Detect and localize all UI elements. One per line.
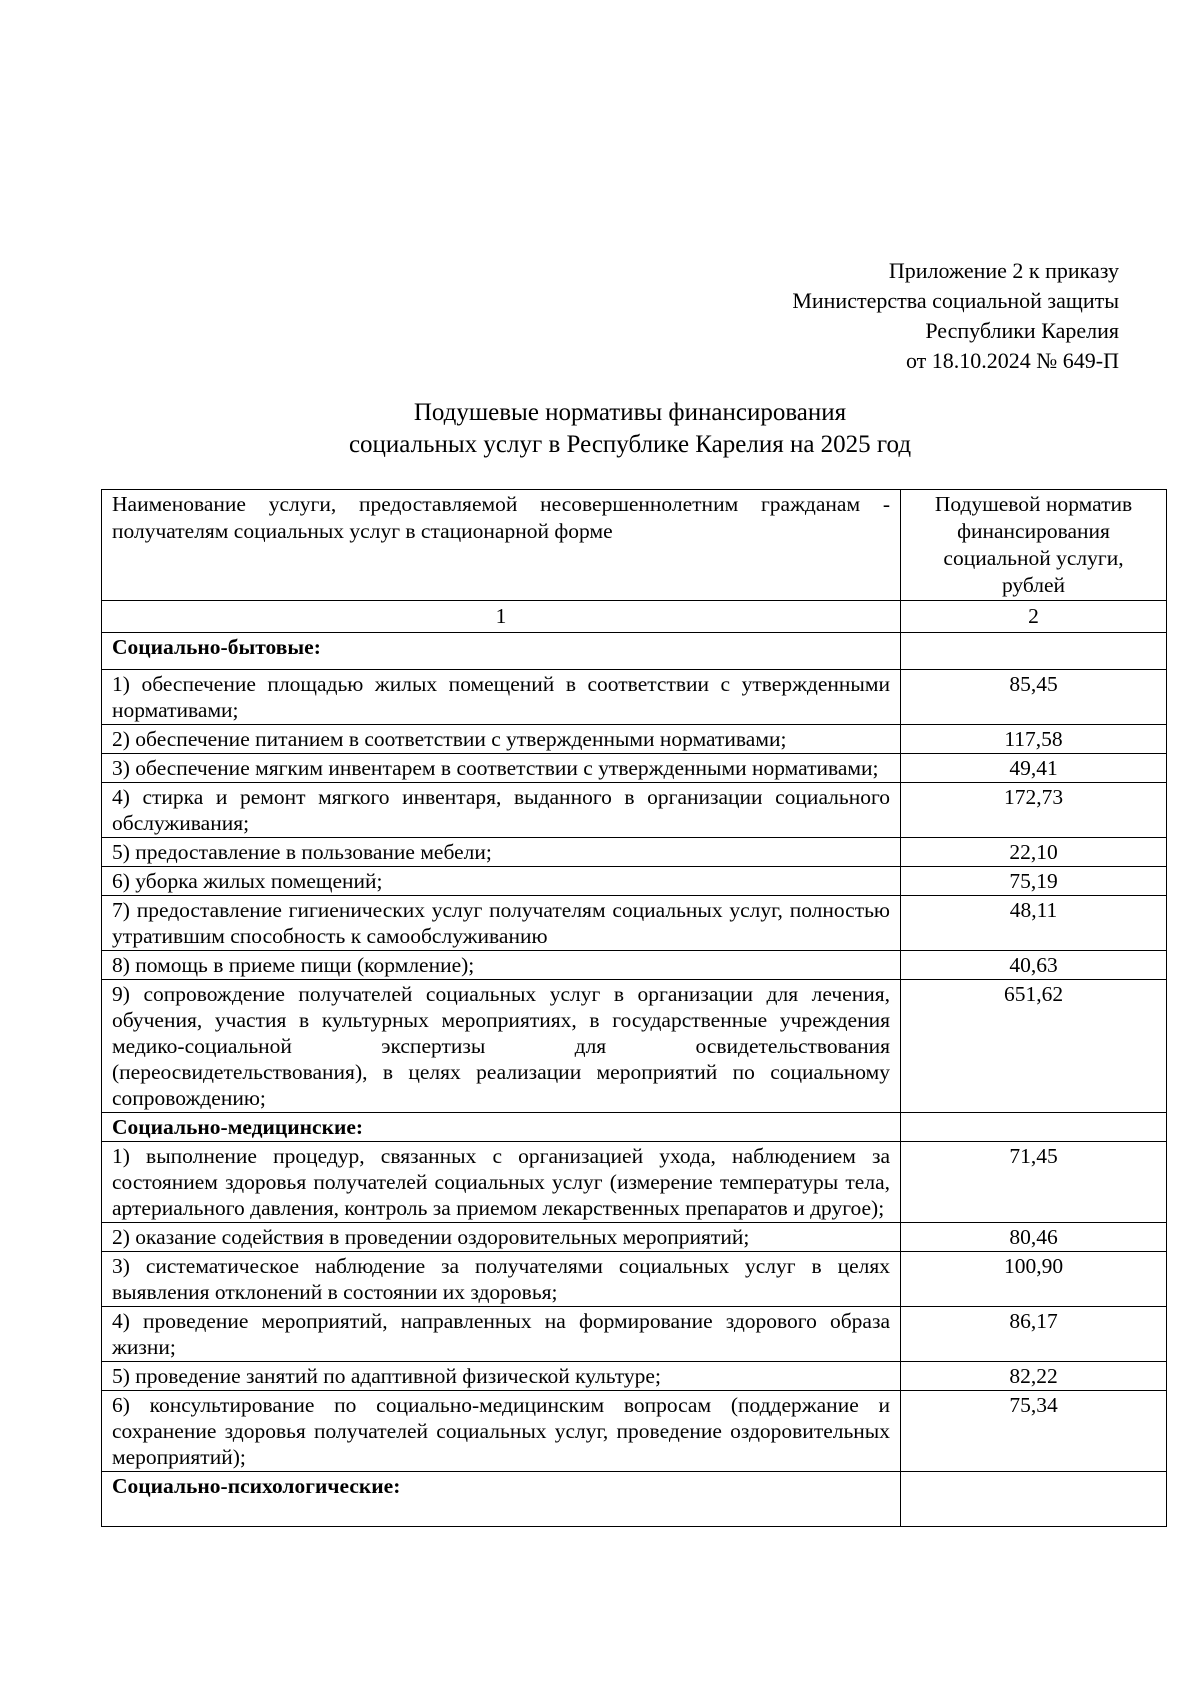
appendix-line-4: от 18.10.2024 № 649-П [905, 348, 1119, 373]
service-name: 4) проведение мероприятий, направленных на формирование здорового образа жизни; [102, 1307, 901, 1362]
section-value-empty [901, 1113, 1167, 1142]
norm-value: 82,22 [901, 1362, 1167, 1391]
table-row [102, 670, 1167, 725]
norm-value: 117,58 [901, 725, 1167, 754]
norm-value: 80,46 [901, 1223, 1167, 1252]
table-row [102, 1362, 1167, 1391]
appendix-line-3: Республики Карелия [925, 318, 1119, 343]
service-name: 3) обеспечение мягким инвентарем в соответствии с утвержденными нормативами; [102, 754, 901, 783]
service-name: 6) уборка жилых помещений; [102, 867, 901, 896]
norm-value: 49,41 [901, 754, 1167, 783]
table-row [102, 725, 1167, 754]
norm-value: 75,19 [901, 867, 1167, 896]
title-line-1: Подушевые нормативы финансирования [413, 399, 847, 426]
service-name: 1) выполнение процедур, связанных с организацией ухода, наблюдением за состоянием здоровья получателей социальных услуг (измерение температуры тела, артериального давления, контроль за приемом лекарственных препаратов и другое); [102, 1142, 901, 1223]
appendix-line-2: Министерства социальной защиты [792, 288, 1119, 313]
service-name: 8) помощь в приеме пищи (кормление); [102, 951, 901, 980]
title-line-2: социальных услуг в Республике Карелия на 2025 год [348, 431, 912, 458]
service-name: 5) предоставление в пользование мебели; [102, 838, 901, 867]
service-name: 7) предоставление гигиенических услуг получателям социальных услуг, полностью утратившим способность к самообслуживанию [102, 896, 901, 951]
table-row [102, 754, 1167, 783]
service-name: 5) проведение занятий по адаптивной физической культуре; [102, 1362, 901, 1391]
service-name: 6) консультирование по социально-медицинским вопросам (поддержание и сохранение здоровья получателей социальных услуг, проведение оздоровительных мероприятий); [102, 1391, 901, 1472]
section-title-social-medical: Социально-медицинские: [102, 1113, 901, 1142]
table-row [102, 1252, 1167, 1307]
service-name: 9) сопровождение получателей социальных услуг в организации для лечения, обучения, участия в культурных мероприятиях, в государственные учреждения медико-социальной экспертизы для освидетельствования (переосвидетельствования), в целях реализации мероприятий по социальному сопровождению; [102, 980, 901, 1113]
norm-value: 40,63 [901, 951, 1167, 980]
column-number-2: 2 [901, 601, 1167, 633]
norm-value: 71,45 [901, 1142, 1167, 1223]
table-row [102, 896, 1167, 951]
norm-value: 172,73 [901, 783, 1167, 838]
service-name: 3) систематическое наблюдение за получателями социальных услуг в целях выявления отклонений в состоянии их здоровья; [102, 1252, 901, 1307]
norm-value: 48,11 [901, 896, 1167, 951]
service-name: 2) оказание содействия в проведении оздоровительных мероприятий; [102, 1223, 901, 1252]
table-row [102, 1391, 1167, 1472]
column-number-row [102, 601, 1167, 633]
table-row [102, 1223, 1167, 1252]
norm-value: 22,10 [901, 838, 1167, 867]
table-row [102, 867, 1167, 896]
norm-value: 100,90 [901, 1252, 1167, 1307]
column-header-norm: Подушевой норматив финансирования социальной услуги, рублей [901, 490, 1167, 601]
section-value-empty [901, 633, 1167, 670]
appendix-header [599, 256, 1119, 376]
section-title-social-psychological: Социально-психологические: [102, 1472, 901, 1527]
service-name: 2) обеспечение питанием в соответствии с утвержденными нормативами; [102, 725, 901, 754]
section-row [102, 1472, 1167, 1527]
table-header-row [102, 490, 1167, 601]
column-header-service: Наименование услуги, предоставляемой несовершеннолетним гражданам - получателям социальных услуг в стационарной форме [102, 490, 901, 601]
service-name: 1) обеспечение площадью жилых помещений в соответствии с утвержденными нормативами; [102, 670, 901, 725]
table-row [102, 951, 1167, 980]
appendix-line-1: Приложение 2 к приказу [888, 258, 1119, 283]
norm-value: 86,17 [901, 1307, 1167, 1362]
section-row [102, 633, 1167, 670]
section-value-empty [901, 1472, 1167, 1527]
section-title-social-household: Социально-бытовые: [102, 633, 901, 670]
norm-value: 85,45 [901, 670, 1167, 725]
table-row [102, 783, 1167, 838]
table-row [102, 838, 1167, 867]
document-title [200, 397, 1060, 461]
table-row [102, 980, 1167, 1113]
norms-table [101, 489, 1167, 1527]
norm-value: 75,34 [901, 1391, 1167, 1472]
table-row [102, 1307, 1167, 1362]
section-row [102, 1113, 1167, 1142]
norm-value: 651,62 [901, 980, 1167, 1113]
column-number-1: 1 [102, 601, 901, 633]
service-name: 4) стирка и ремонт мягкого инвентаря, выданного в организации социального обслуживания; [102, 783, 901, 838]
table-row [102, 1142, 1167, 1223]
